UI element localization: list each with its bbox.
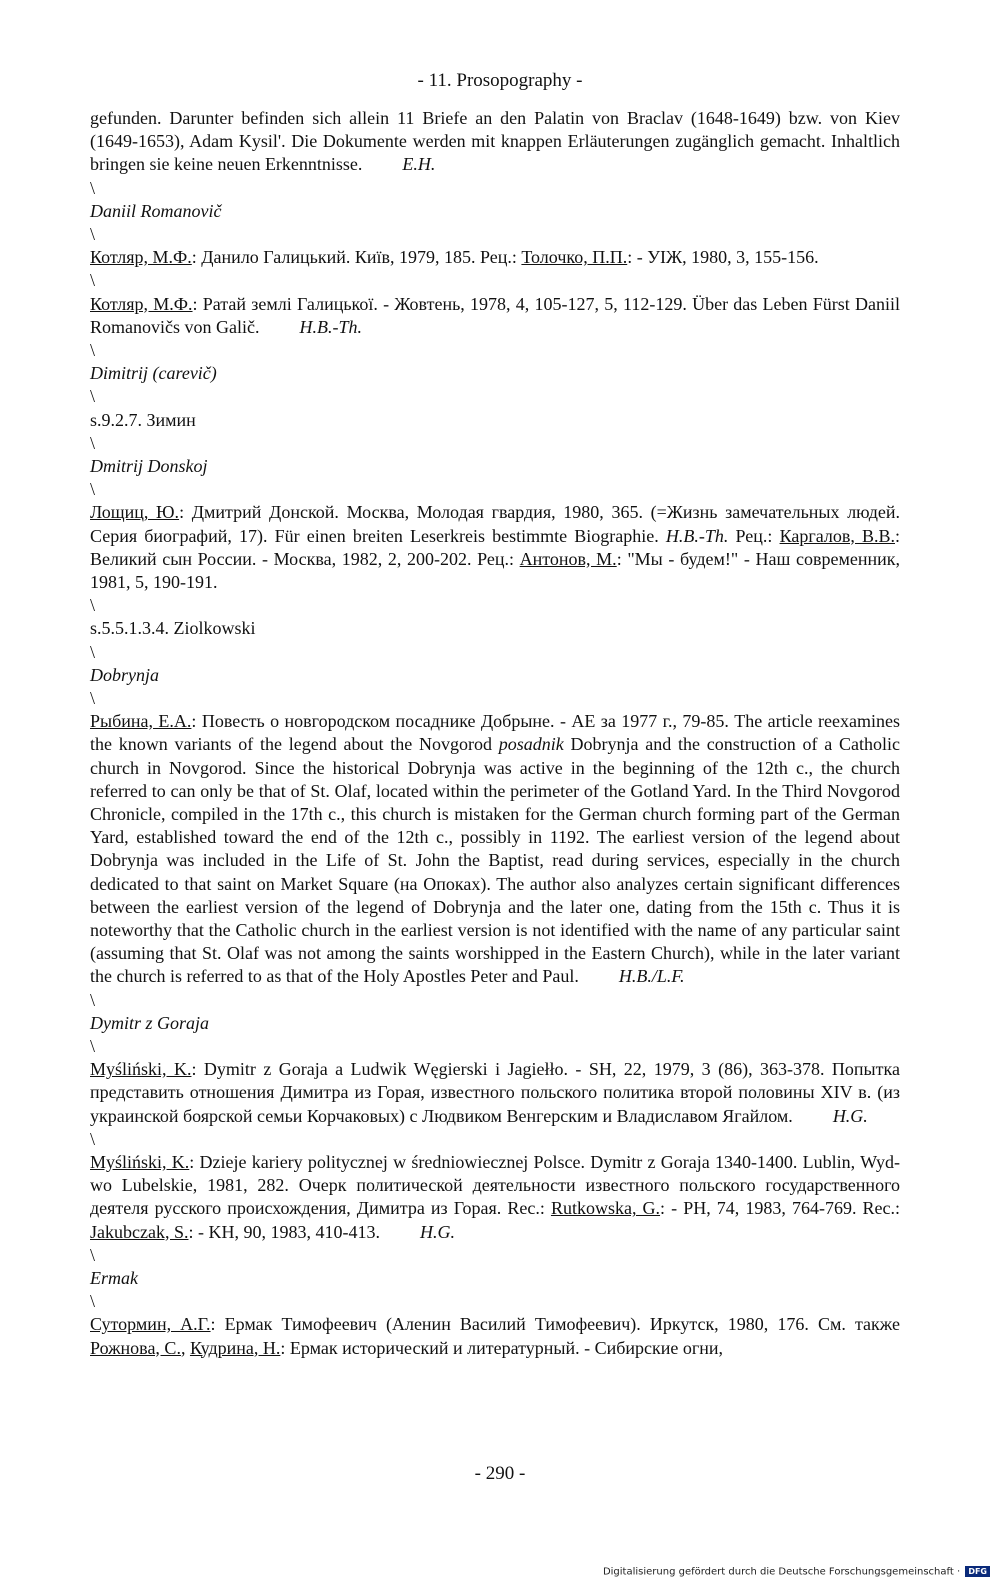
- entry-text: : - PH, 74, 1983, 764-769. Rec.:: [660, 1198, 901, 1219]
- heading-ermak: Ermak: [90, 1267, 138, 1288]
- entry-text: : Повесть о новгородском посаднике Добрыне. - АЕ за 1977 г., 79-85. The article reexamines the known variants of the legend about the Novgorod: [90, 711, 901, 755]
- entry-text: : Данило Галицький. Київ, 1979, 185. Рец.:: [191, 247, 522, 268]
- author-link: Котляр, М.Ф.: [90, 293, 193, 314]
- separator: \: [90, 1244, 96, 1265]
- credit-text: Digitalisierung gefördert durch die Deutsche Forschungsgemeinschaft ·: [602, 1566, 961, 1578]
- cross-reference: s.5.5.1.3.4. Ziolkowski: [90, 618, 256, 639]
- reviewer-name: Антонов, М.: [519, 548, 617, 569]
- entry-myslinski-1: [90, 1058, 900, 1128]
- reviewer-initials: H.B.-Th.: [665, 525, 729, 546]
- page-header: - 11. Prosopography -: [417, 70, 583, 91]
- heading-dobrynja: Dobrynja: [90, 664, 159, 685]
- entry-text: : Ермак исторический и литературный. - Сибирские огни,: [280, 1337, 724, 1358]
- entry-text: : - KH, 90, 1983, 410-413.: [188, 1221, 380, 1242]
- author-link: Myśliński, K.: [90, 1151, 190, 1172]
- reviewer-name: Jakubczak, S.: [90, 1221, 189, 1242]
- page-number: - 290 -: [474, 1463, 526, 1484]
- entry-kotljar-2: [90, 293, 900, 339]
- author-link: Myśliński, K.: [90, 1059, 192, 1080]
- entry-text: : "Мы - будем!" - Наш современник, 1981, 5, 190-191.: [90, 548, 900, 592]
- reviewer-name: Каргалов, В.В.: [779, 525, 895, 546]
- author-link: Рыбина, Е.А.: [90, 711, 192, 732]
- separator: \: [90, 432, 96, 453]
- separator: \: [90, 270, 96, 291]
- entry-myslinski-2: [90, 1151, 900, 1244]
- paragraph-text: gefunden. Darunter befinden sich allein 11 Briefe an den Palatin von Braclav (1648-1649) bzw. von Kiev (1649-1653), Adam Kysil'. Die Dokumente werden mit knappen Erläuterungen zugänglich gemacht. Inhaltlich bringen sie keine neuen Erkenntnisse.: [90, 108, 900, 175]
- italic-term: posadnik: [498, 734, 564, 755]
- separator: \: [90, 1291, 96, 1312]
- author-link: Сутормин, А.Г.: [90, 1314, 211, 1335]
- author-link: Рожнова, С.: [90, 1337, 181, 1358]
- dfg-logo: DFG: [965, 1566, 990, 1577]
- separator: \: [90, 641, 96, 662]
- entry-text: : Dymitr z Goraja a Ludwik Węgierski i Jagiełło. - SH, 22, 1979, 3 (86), 363-378. Попытка представить отношения Димитра из Горая, известного польского политика второй половины XIV в. (из украинской боярской семьи Корчаковых) с Людвиком Венгерским и Владиславом Ягайлом.: [90, 1059, 900, 1126]
- entry-text: Рец.:: [728, 525, 780, 546]
- entry-text: : Ратай землі Галицької. - Жовтень, 1978, 4, 105-127, 5, 112-129. Über das Leben Fürst Daniil Romanovičs von Galič.: [90, 293, 901, 337]
- entry-sutormin: [90, 1313, 900, 1359]
- entry-text: ,: [180, 1337, 190, 1358]
- separator: \: [90, 177, 96, 198]
- reviewer-name: Толочко, П.П.: [521, 247, 628, 268]
- reviewer-name: Rutkowska, G.: [550, 1198, 661, 1219]
- separator: \: [90, 224, 96, 244]
- digitization-credit: [603, 1566, 990, 1578]
- entry-text: : Великий сын России. - Москва, 1982, 2, 200-202. Рец.:: [90, 525, 900, 569]
- entry-text: : Дмитрий Донской. Москва, Молодая гвардия, 1980, 365. (=Жизнь замечательных людей. Серия биографий, 17). Für einen breiten Leserkreis bestimmte Biographie.: [90, 502, 900, 546]
- author-link: Кудрина, Н.: [189, 1337, 281, 1358]
- entry-text: : Ермак Тимофеевич (Аленин Василий Тимофеевич). Иркутск, 1980, 176. См. также: [210, 1314, 900, 1335]
- separator: \: [90, 687, 96, 708]
- separator: \: [90, 339, 96, 360]
- author-link: Лощиц, Ю.: [90, 502, 180, 523]
- separator: \: [90, 479, 96, 500]
- separator: \: [90, 1128, 96, 1149]
- reviewer-initials: E.H.: [402, 154, 436, 175]
- heading-daniil: Daniil Romanovič: [90, 200, 222, 221]
- paragraph-continuation: [90, 107, 900, 177]
- entry-kotljar-1: [90, 246, 900, 269]
- reviewer-initials: H.G.: [832, 1105, 868, 1126]
- entry-text: Dobrynja and the construction of a Catholic church in Novgorod. Since the historical Dobrynja was active in the beginning of the 12th c., the church referred to can only be that of St. Olaf, located within the perimeter of the Gotland Yard. In the Third Novgorod Chronicle, compiled in the 17th c., this church is mistaken for the German church forming part of the German Yard, established toward the end of the 12th c., possibly in 1192. The earliest version of the legend about Dobrynja was included in the Life of St. John the Baptist, read during services, especially in the church dedicated to that saint on Market Square (на Опоках). The author also analyzes certain significant differences between the earliest version of the legend of Dobrynja and the later one, dating from the 15th c. Thus it is noteworthy that the Catholic church in the earliest version is not identified with the name of any particular saint (assuming that St. Olaf was not among the saints worshipped in the Eastern Church), while in the later variant the church is referred to as that of the Holy Apostles Peter and Paul.: [90, 734, 901, 987]
- reviewer-initials: H.B.-Th.: [299, 316, 362, 337]
- page-content: [90, 107, 900, 1360]
- heading-dimitrij: Dimitrij (carevič): [90, 363, 217, 384]
- entry-loscic: [90, 501, 900, 594]
- heading-dymitr: Dymitr z Goraja: [90, 1012, 210, 1033]
- entry-text: : Dzieje kariery politycznej w średniowiecznej Polsce. Dymitr z Goraja 1340-1400. Lublin, Wyd-wo Lubelskie, 1981, 282. Очерк политической деятельности известного польского государственного деятеля русского происхождения, Димитра из Горая. Rec.:: [90, 1151, 900, 1219]
- separator: \: [90, 595, 96, 616]
- cross-reference: s.9.2.7. Зимин: [90, 409, 196, 430]
- separator: \: [90, 1035, 96, 1056]
- reviewer-initials: H.B./L.F.: [618, 966, 685, 987]
- entry-rybina: [90, 710, 900, 988]
- reviewer-initials: H.G.: [419, 1221, 455, 1242]
- separator: \: [90, 386, 96, 407]
- separator: \: [90, 989, 96, 1010]
- entry-text: : - УІЖ, 1980, 3, 155-156.: [627, 247, 819, 268]
- heading-dmitrij-donskoj: Dmitrij Donskoj: [90, 455, 208, 476]
- author-link: Котляр, М.Ф.: [90, 247, 192, 268]
